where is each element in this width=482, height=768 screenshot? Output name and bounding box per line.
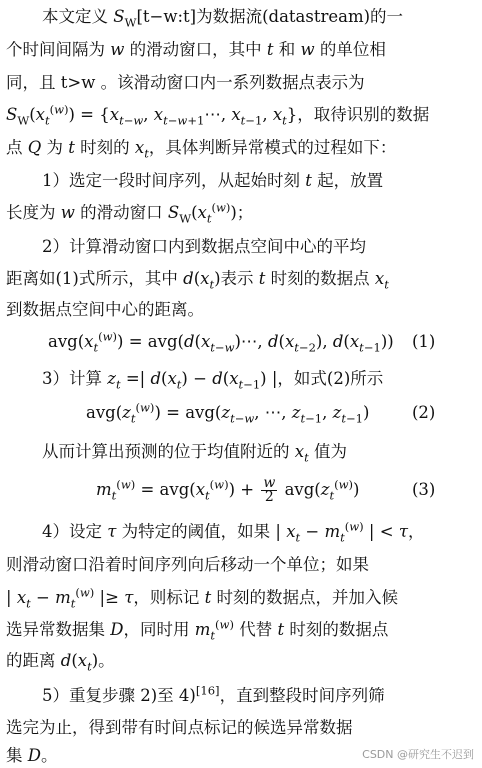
definition-line-3: 同，且 t>w 。该滑动窗口内一系列数据点表示为: [6, 73, 365, 92]
step2-line-3: 到数据点空间中心的距离。: [6, 300, 204, 319]
equation-2-body: $avg(z_t^{(w)}) = avg(z_{t-w}$, ⋯, $z_{t-1}$, $z_{t-1}$): [86, 400, 370, 426]
definition-line-4: $S_W(x_t^{(w)}) = \{x_{t-w}$, $x_{t-w+1}\cdots$, $x_{t-1}$, $x_t$}，取待识别的数据: [6, 102, 430, 128]
definition-line-2: 个时间间隔为 w 的滑动窗口，其中 t 和 w 的单位相: [6, 40, 386, 59]
step3-cont-line-1: 从而计算出预测的位于均值附近的 $x_t$ 值为: [42, 442, 347, 465]
equation-2: [0, 398, 482, 428]
step1-line-2: 长度为 w 的滑动窗口 $S_W(x_t^{(w)})$；: [6, 200, 254, 226]
step5-line-3: 集 D。: [6, 746, 58, 765]
step5-line-2: 选完为止，得到带有时间点标记的候选异常数据: [6, 718, 353, 737]
step4-line-5: 的距离 $d(x_t)$。: [6, 651, 115, 674]
step4-line-4: 选异常数据集 D，同时用 $m_t^{(w)}$ 代替 t 时刻的数据点: [6, 617, 389, 643]
step3-line-1: 3）计算 $z_t$ =| $d(x_t) - d(x_{t-1})$ |，如式(2)所示: [42, 369, 384, 392]
equation-1-number: (1): [412, 332, 436, 351]
step4-line-1: 4）设定 τ 为特定的阈值，如果 | $x_t - m_t^{(w)}$ | < τ，: [42, 519, 425, 545]
step2-line-1: 2）计算滑动窗口内到数据点空间中心的平均: [42, 237, 366, 256]
step4-line-2: 则滑动窗口沿着时间序列向后移动一个单位；如果: [6, 555, 369, 574]
step4-line-3: | $x_t - m_t^{(w)}$ |≥ τ，则标记 t 时刻的数据点，并加入候: [6, 585, 398, 611]
definition-line-5: 点 Q 为 t 时刻的 $x_t$，具体判断异常模式的过程如下：: [6, 138, 397, 161]
equation-3: [0, 475, 482, 505]
equation-1: [0, 327, 482, 357]
csdn-watermark: CSDN @研究生不迟到: [362, 748, 474, 761]
equation-3-number: (3): [412, 480, 436, 499]
step1-line-1: 1）选定一段时间序列，从起始时刻 t 起，放置: [42, 171, 384, 190]
equation-2-number: (2): [412, 403, 436, 422]
equation-1-body: $avg(x_t^{(w)})$ = $avg(d(x_{t-w})\cdots$, $d(x_{t-2})$, $d(x_{t-1})$): [48, 329, 394, 355]
definition-line-1: 本文定义 $S_W[t-w:t]$为数据流(datastream)的一: [42, 7, 404, 30]
step5-line-1: 5）重复步骤 2)至 4)[16]，直到整段时间序列筛: [42, 683, 385, 705]
step2-line-2: 距离如(1)式所示，其中 $d(x_t)$表示 t 时刻的数据点 $x_t$: [6, 269, 389, 292]
equation-3-body: $m_t^{(w)} = avg(x_t^{(w)})$ + $\frac{w}{2}$ $avg(z_t^{(w)})$: [96, 475, 360, 505]
